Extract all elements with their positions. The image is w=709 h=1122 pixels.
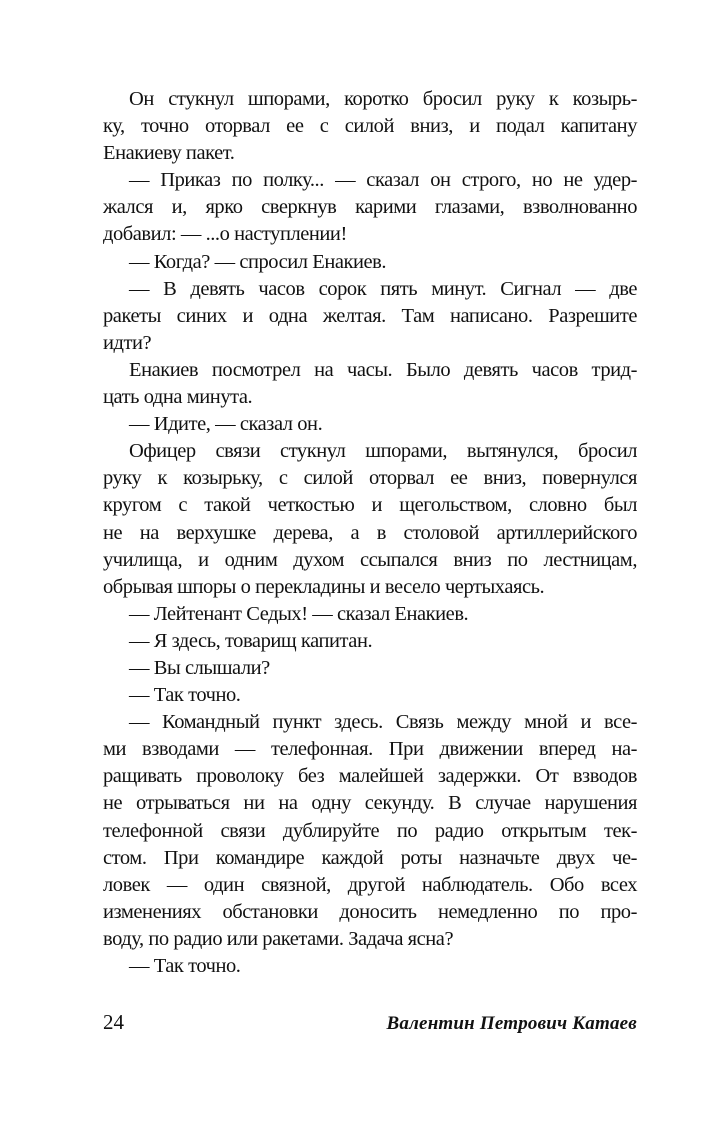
text-line: — Я здесь, товарищ капитан. (129, 629, 373, 652)
text-line: — Так точно. (129, 684, 241, 707)
text-line: — Лейтенант Седых! — сказал Енакиев. (129, 602, 469, 625)
text-line: ловек — один связной, другой наблюдатель. Обо всех (103, 873, 637, 896)
text-line: — В девять часов сорок пять минут. Сигнал — две (129, 277, 637, 300)
text-line: стом. При командире каждой роты назначьте двух че- (103, 846, 637, 869)
text-line: идти? (103, 331, 152, 354)
text-line: телефонной связи дублируйте по радио открытым тек- (103, 819, 637, 842)
text-line: — Так точно. (129, 955, 241, 977)
text-line: добавил: — ...о наступлении! (103, 223, 347, 246)
text-line: жался и, ярко сверкнув карими глазами, взволнованно (103, 196, 637, 219)
text-line: — Вы слышали? (129, 656, 270, 679)
text-line: — Командный пункт здесь. Связь между мной и все- (129, 711, 637, 734)
text-line: — Когда? — спросил Енакиев. (129, 250, 387, 273)
page-number: 24 (103, 1010, 124, 1034)
text-line: ращивать проволоку без малейшей задержки. От взводов (103, 765, 637, 788)
text-line: обрывая шпоры о перекладины и весело чертыхаясь. (103, 575, 545, 598)
text-line: изменениях обстановки доносить немедленно по про- (103, 900, 637, 923)
text-line: кругом с такой четкостью и щегольством, словно был (103, 494, 637, 517)
body-text (103, 86, 637, 980)
text-line: училища, и одним духом ссыпался вниз по лестницам, (103, 548, 637, 571)
text-line: не на верхушке дерева, а в столовой артиллерийского (103, 521, 637, 544)
text-line: Он стукнул шпорами, коротко бросил руку к козырь- (129, 88, 637, 110)
text-line: Енакиеву пакет. (103, 142, 235, 165)
text-line: воду, по радио или ракетами. Задача ясна? (103, 927, 454, 950)
text-line: ми взводами — телефонная. При движении вперед на- (103, 738, 637, 761)
text-line: ку, точно оторвал ее с силой вниз, и подал капитану (103, 115, 637, 138)
text-line: не отрываться ни на одну секунду. В случае нарушения (103, 792, 637, 815)
text-line: цать одна минута. (103, 386, 253, 409)
page-footer (103, 1007, 637, 1039)
text-line: — Идите, — сказал он. (129, 413, 323, 436)
text-line: — Приказ по полку... — сказал он строго, но не удер- (129, 169, 637, 192)
running-author: Валентин Петрович Катаев (386, 1013, 637, 1034)
text-line: Енакиев посмотрел на часы. Было девять часов трид- (129, 358, 637, 381)
text-line: ракеты синих и одна желтая. Там написано. Разрешите (103, 304, 637, 327)
text-line: Офицер связи стукнул шпорами, вытянулся, бросил (129, 440, 637, 463)
text-line: руку к козырьку, с силой оторвал ее вниз, повернулся (103, 467, 637, 490)
